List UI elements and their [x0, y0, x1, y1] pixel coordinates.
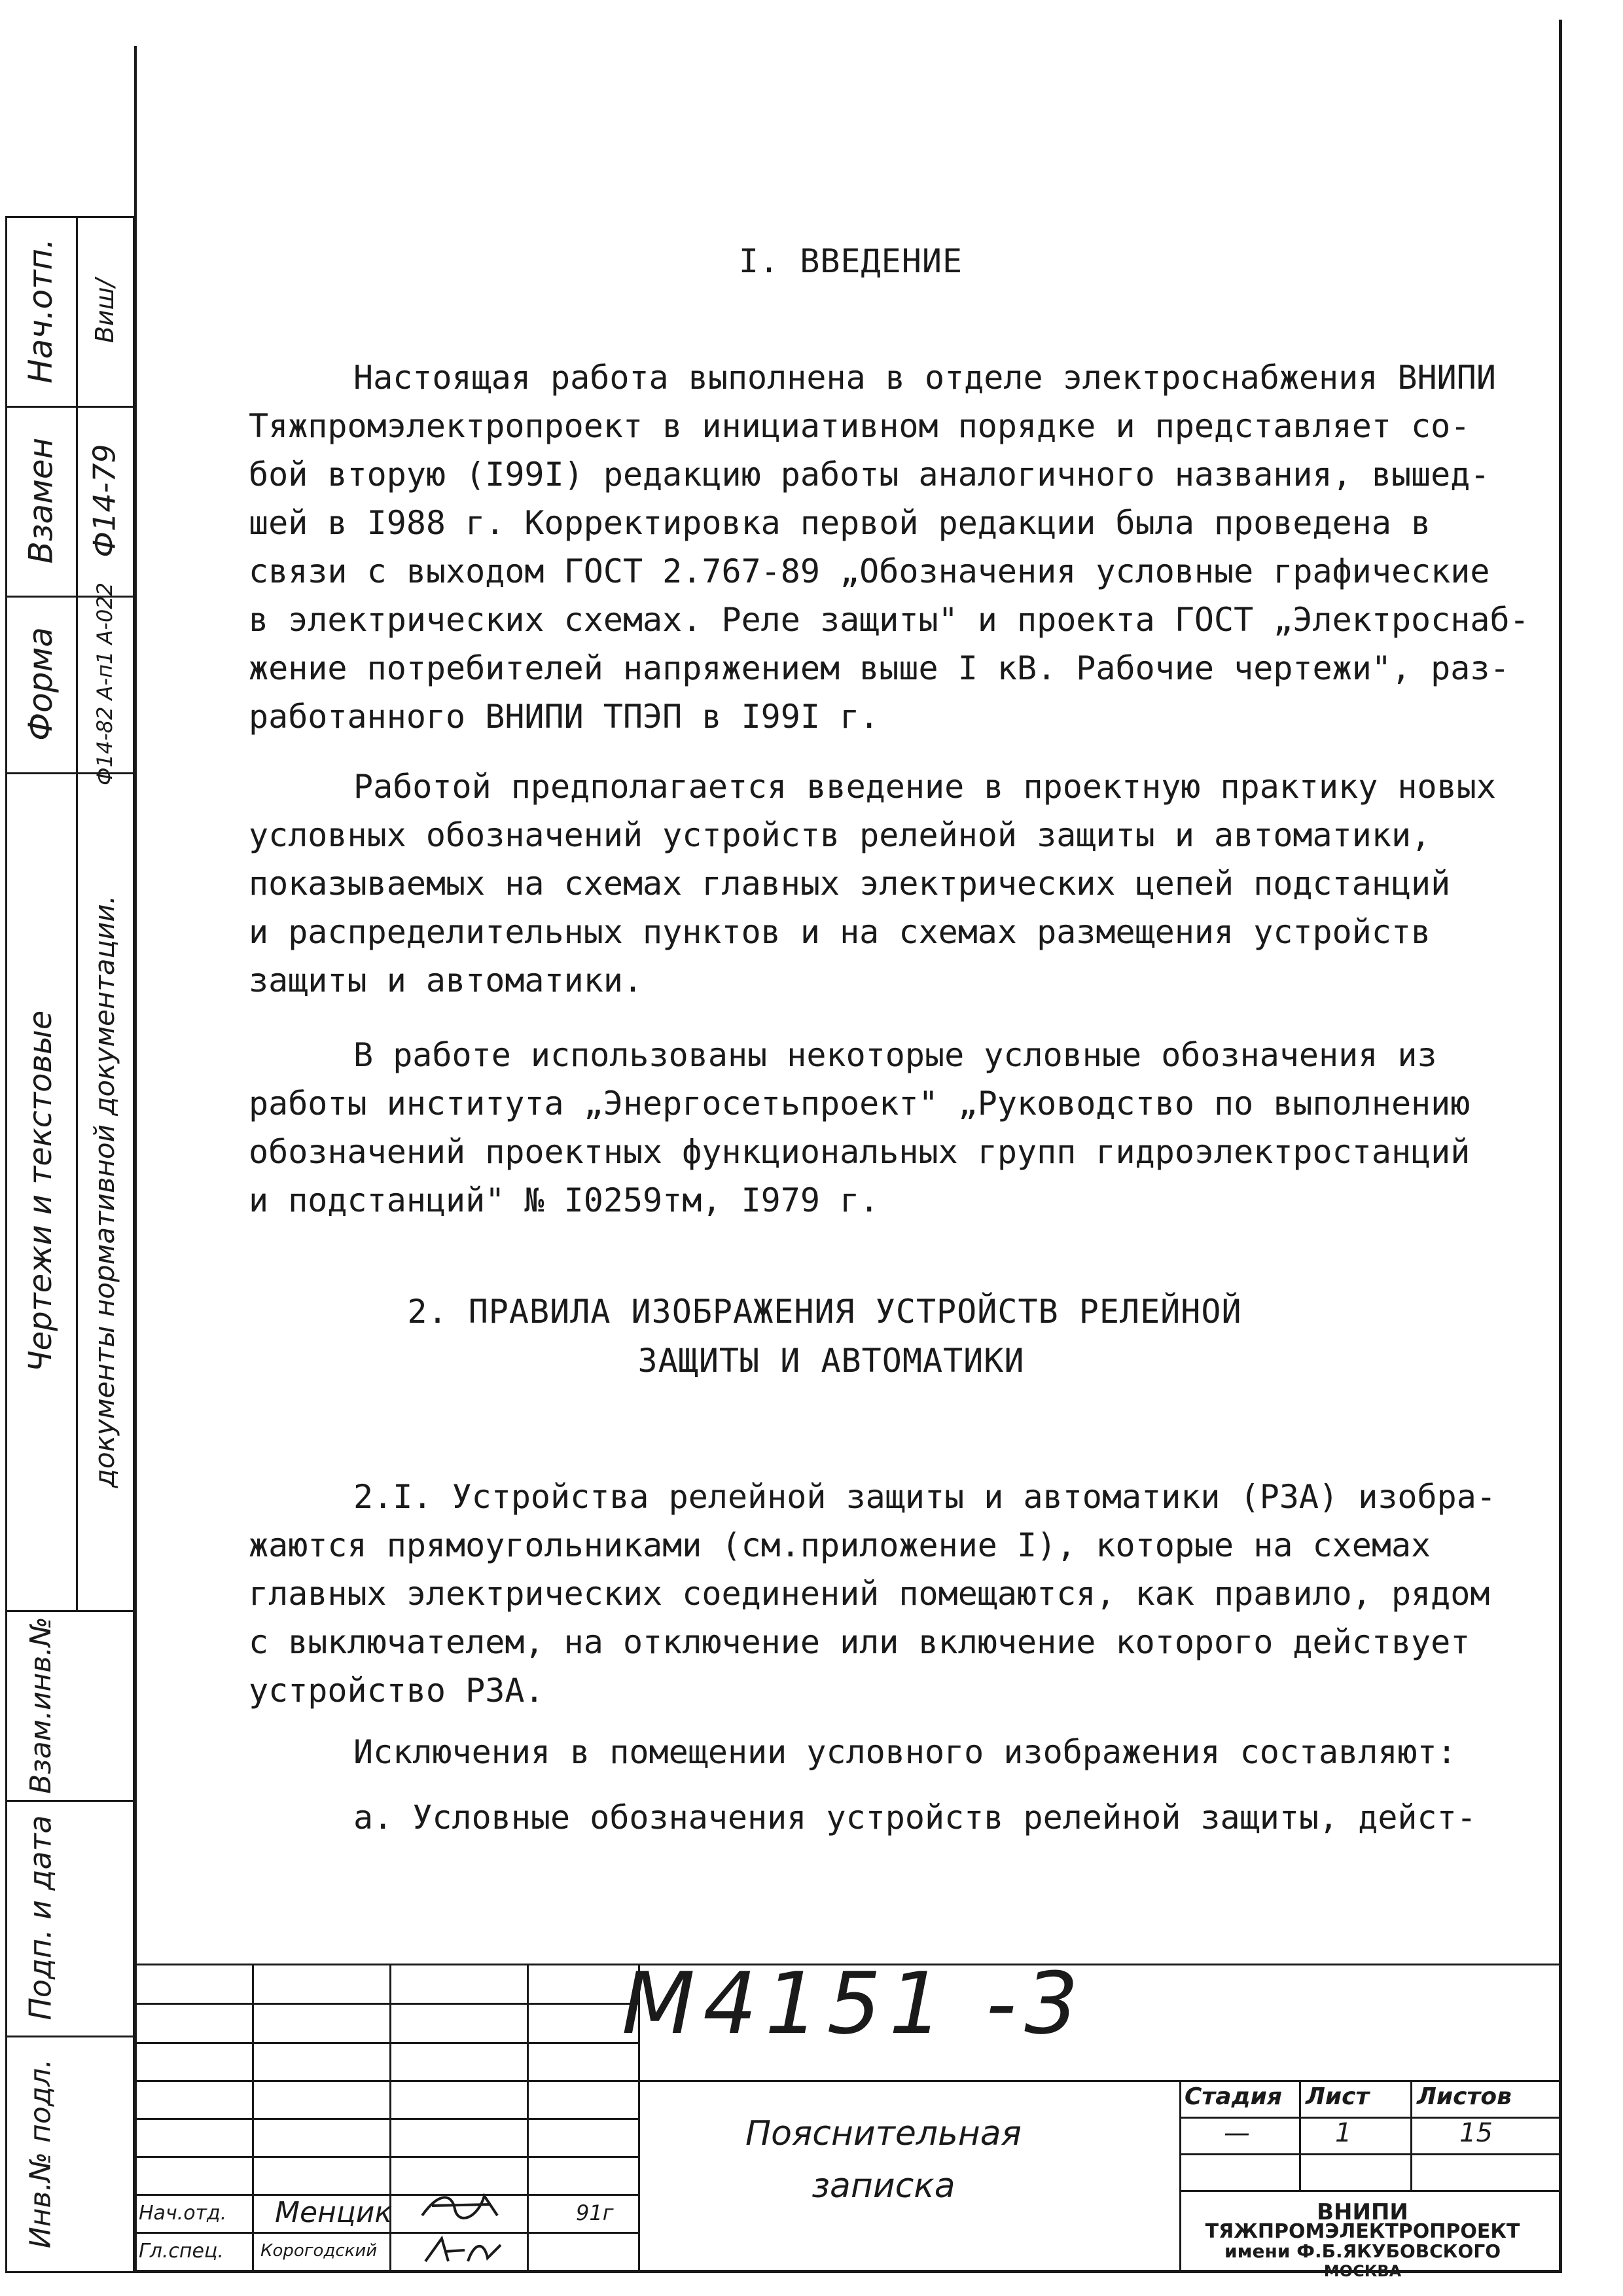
- stage-value: —: [1224, 2118, 1250, 2148]
- signer-role-2: Гл.спец.: [139, 2240, 224, 2263]
- stamp-vzam-inv-label: Взам.инв.№: [24, 1616, 58, 1794]
- org-line-1: ВНИПИ: [1317, 2199, 1408, 2225]
- margin-stamp: [5, 216, 135, 2272]
- signer-date-1: 91г: [576, 2200, 614, 2225]
- stage-label: Стадия: [1185, 2083, 1282, 2110]
- stamp-forma-label: Форма: [22, 627, 60, 741]
- section-1-paragraph-2: Работой предполагается введение в проектную практику новых условных обозначений устройств релейной защиты и автоматики, показываемых на схемах главных электрических цепей подстанций и распределительных пунктов и на схемах размещения устройств защиты и автоматики.: [249, 768, 1496, 999]
- section-2-paragraph-2: Исключения в помещении условного изображения составляют:: [353, 1733, 1457, 1771]
- stamp-nach-otp-value: Виш/: [90, 278, 119, 344]
- document-number: М4151 -3: [622, 1954, 1086, 2053]
- stamp-podp-data-label: Подп. и дата: [23, 1815, 59, 2020]
- document-title-line-1: Пояснительная: [745, 2114, 1022, 2153]
- section-2-paragraph-3: а. Условные обозначения устройств релейной защиты, дейст-: [353, 1799, 1476, 1837]
- signer-role-1: Нач.отд.: [139, 2202, 227, 2225]
- sheets-value: 15: [1459, 2118, 1493, 2148]
- sheet-value: 1: [1335, 2118, 1352, 2148]
- signer-name-1: Менцик: [275, 2196, 392, 2229]
- signature-1: [419, 2186, 510, 2225]
- stamp-vzamen-value: Ф14-79: [87, 444, 123, 558]
- page-frame-right: [1559, 20, 1562, 2271]
- stamp-doc-type-value: документы нормативной документации.: [88, 895, 121, 1488]
- section-2-heading-line-1: 2. ПРАВИЛА ИЗОБРАЖЕНИЯ УСТРОЙСТВ РЕЛЕЙНОЙ: [407, 1293, 1242, 1331]
- stamp-inv-podl-label: Инв.№ подл.: [24, 2058, 58, 2248]
- stamp-nach-otp-label: Нач.отп.: [22, 238, 60, 384]
- section-1-heading: I. ВВЕДЕНИЕ: [738, 242, 963, 280]
- org-line-2: ТЯЖПРОМЭЛЕКТРОПРОЕКТ: [1205, 2220, 1520, 2243]
- stamp-doc-type-label: Чертежи и текстовые: [22, 1010, 59, 1372]
- stamp-forma-value: Ф14-82 А-п1 А-022: [92, 582, 118, 786]
- org-line-4: МОСКВА: [1323, 2262, 1402, 2280]
- section-1-paragraph-1: Настоящая работа выполнена в отделе электроснабжения ВНИПИ Тяжпромэлектропроект в инициативном порядке и представляет со- бой вторую (I99I) редакцию работы аналогичного названия, вышед- шей в I988 г. Корректировка первой редакции была проведена в связи с выходом ГОСТ 2.767-89 „Обозначения условные графические в электрических схемах. Реле защиты" и проекта ГОСТ „Электроснаб- жение потребителей напряжением выше I кВ. Рабочие чертежи", раз- работанного ВНИПИ ТПЭП в I99I г.: [249, 359, 1529, 736]
- signature-2: [419, 2232, 510, 2268]
- sheets-label: Листов: [1417, 2083, 1512, 2110]
- stamp-vzamen-label: Взамен: [22, 437, 60, 564]
- section-2-paragraph-1: 2.I. Устройства релейной защиты и автоматики (РЗА) изобра- жаются прямоугольниками (см.приложение I), которые на схемах главных электрических соединений помещаются, как правило, рядом с выключателем, на отключение или включение которого действует устройство РЗА.: [249, 1478, 1496, 1710]
- section-2-heading-line-2: ЗАЩИТЫ И АВТОМАТИКИ: [637, 1342, 1025, 1380]
- sheet-label: Лист: [1306, 2083, 1370, 2110]
- document-title-line-2: записка: [812, 2166, 955, 2206]
- document-title: [687, 2108, 1080, 2212]
- signer-name-2: Корогодский: [260, 2241, 378, 2261]
- section-1-paragraph-3: В работе использованы некоторые условные обозначения из работы института „Энергосетьпроект" „Руководство по выполнению обозначений проектных функциональных групп гидроэлектростанций и подстанций" № I0259тм, I979 г.: [249, 1036, 1471, 1219]
- org-line-3: имени Ф.Б.ЯКУБОВСКОГО: [1224, 2240, 1501, 2262]
- organization-stamp: [1179, 2199, 1546, 2281]
